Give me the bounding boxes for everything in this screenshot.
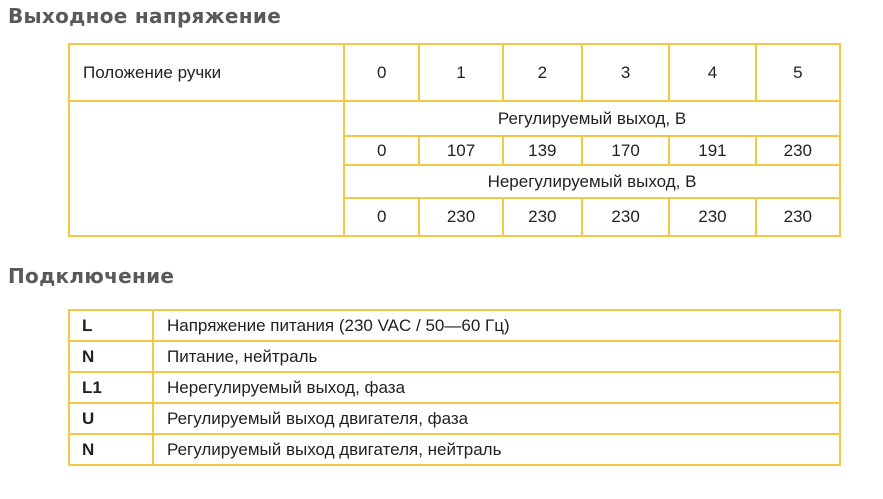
- regulated-value-cell: 170: [582, 136, 669, 165]
- unregulated-value-cell: 0: [344, 198, 419, 236]
- section-heading-output-voltage: Выходное напряжение: [8, 4, 282, 28]
- table-row: [69, 403, 840, 434]
- position-cell: 1: [419, 44, 502, 101]
- connection-table: [68, 309, 841, 466]
- table-row: [69, 434, 840, 465]
- terminal-description: Напряжение питания (230 VAC / 50—60 Гц): [153, 310, 840, 341]
- regulated-value-cell: 191: [669, 136, 755, 165]
- regulated-header-row: [69, 101, 840, 136]
- section-heading-connection: Подключение: [8, 264, 175, 288]
- regulated-value-cell: 0: [344, 136, 419, 165]
- unregulated-output-label: Нерегулируемый выход, В: [344, 165, 840, 198]
- terminal-description: Регулируемый выход двигателя, нейтраль: [153, 434, 840, 465]
- unregulated-value-cell: 230: [582, 198, 669, 236]
- position-cell: 0: [344, 44, 419, 101]
- knob-position-row: [69, 44, 840, 101]
- terminal-code: L1: [69, 372, 153, 403]
- unregulated-value-cell: 230: [503, 198, 582, 236]
- terminal-code: N: [69, 434, 153, 465]
- terminal-code: U: [69, 403, 153, 434]
- position-cell: 2: [503, 44, 582, 101]
- regulated-value-cell: 230: [756, 136, 840, 165]
- terminal-description: Питание, нейтраль: [153, 341, 840, 372]
- unregulated-value-cell: 230: [419, 198, 502, 236]
- knob-position-label: Положение ручки: [69, 44, 344, 101]
- position-cell: 4: [669, 44, 755, 101]
- table-row: [69, 372, 840, 403]
- unregulated-value-cell: 230: [756, 198, 840, 236]
- regulated-value-cell: 107: [419, 136, 502, 165]
- terminal-description: Регулируемый выход двигателя, фаза: [153, 403, 840, 434]
- terminal-code: N: [69, 341, 153, 372]
- regulated-value-cell: 139: [503, 136, 582, 165]
- table-row: [69, 310, 840, 341]
- terminal-description: Нерегулируемый выход, фаза: [153, 372, 840, 403]
- position-cell: 5: [756, 44, 840, 101]
- output-voltage-table: [68, 43, 841, 237]
- table-row: [69, 341, 840, 372]
- terminal-code: L: [69, 310, 153, 341]
- regulated-output-label: Регулируемый выход, В: [344, 101, 840, 136]
- blank-cell: [69, 101, 344, 236]
- unregulated-value-cell: 230: [669, 198, 755, 236]
- position-cell: 3: [582, 44, 669, 101]
